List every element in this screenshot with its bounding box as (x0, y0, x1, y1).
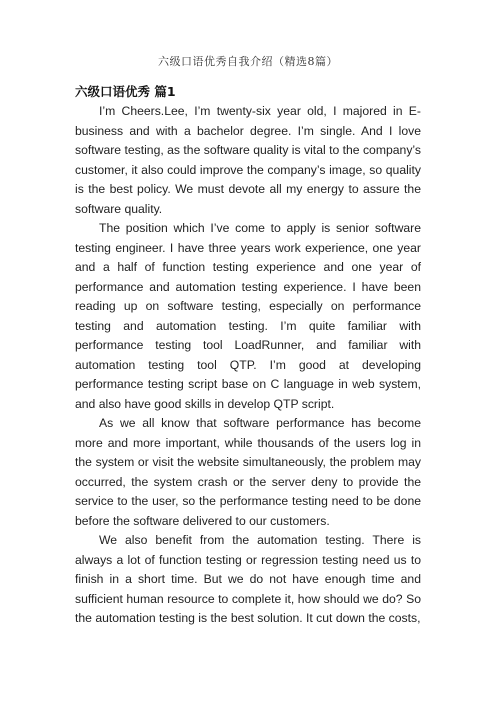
document-header-title: 六级口语优秀自我介绍（精选8篇） (158, 55, 338, 68)
paragraph-intro: I’m Cheers.Lee, I’m twenty-six year old, I majored in E-business and with a bachelor degree. I’m single. And I love software testing, as the software quality is vital to the company’s customer, it also could improve the company’s image, so quality is the best policy. We must devote all my energy to assure the software quality. (75, 104, 421, 216)
section-heading: 六级口语优秀 篇1 (75, 84, 176, 99)
paragraph-automation: We also benefit from the automation testing. There is always a lot of function testing or regression testing need us to finish in a short time. But we do not have enough time and sufficient human resource to complete it, how should we do? So the automation testing is the best solution. It cut down the costs, (75, 533, 421, 625)
paragraph-position: The position which I’ve come to apply is senior software testing engineer. I have three years work experience, one year and a half of function testing experience and one year of performance and automation testing experience. I have been reading up on software testing, especially on performance testing and automation testing. I’m quite familiar with performance testing tool LoadRunner, and familiar with automation testing tool QTP. I’m good at developing performance testing script base on C language in web system, and also have good skills in develop QTP script. (75, 221, 421, 411)
paragraph-performance: As we all know that software performance has become more and more important, while thousands of the users log in the system or visit the website simultaneously, the problem may occurred, the system crash or the server deny to provide the service to the user, so the performance testing need to be done before the software delivered to our customers. (75, 416, 421, 528)
document-body (75, 84, 421, 629)
